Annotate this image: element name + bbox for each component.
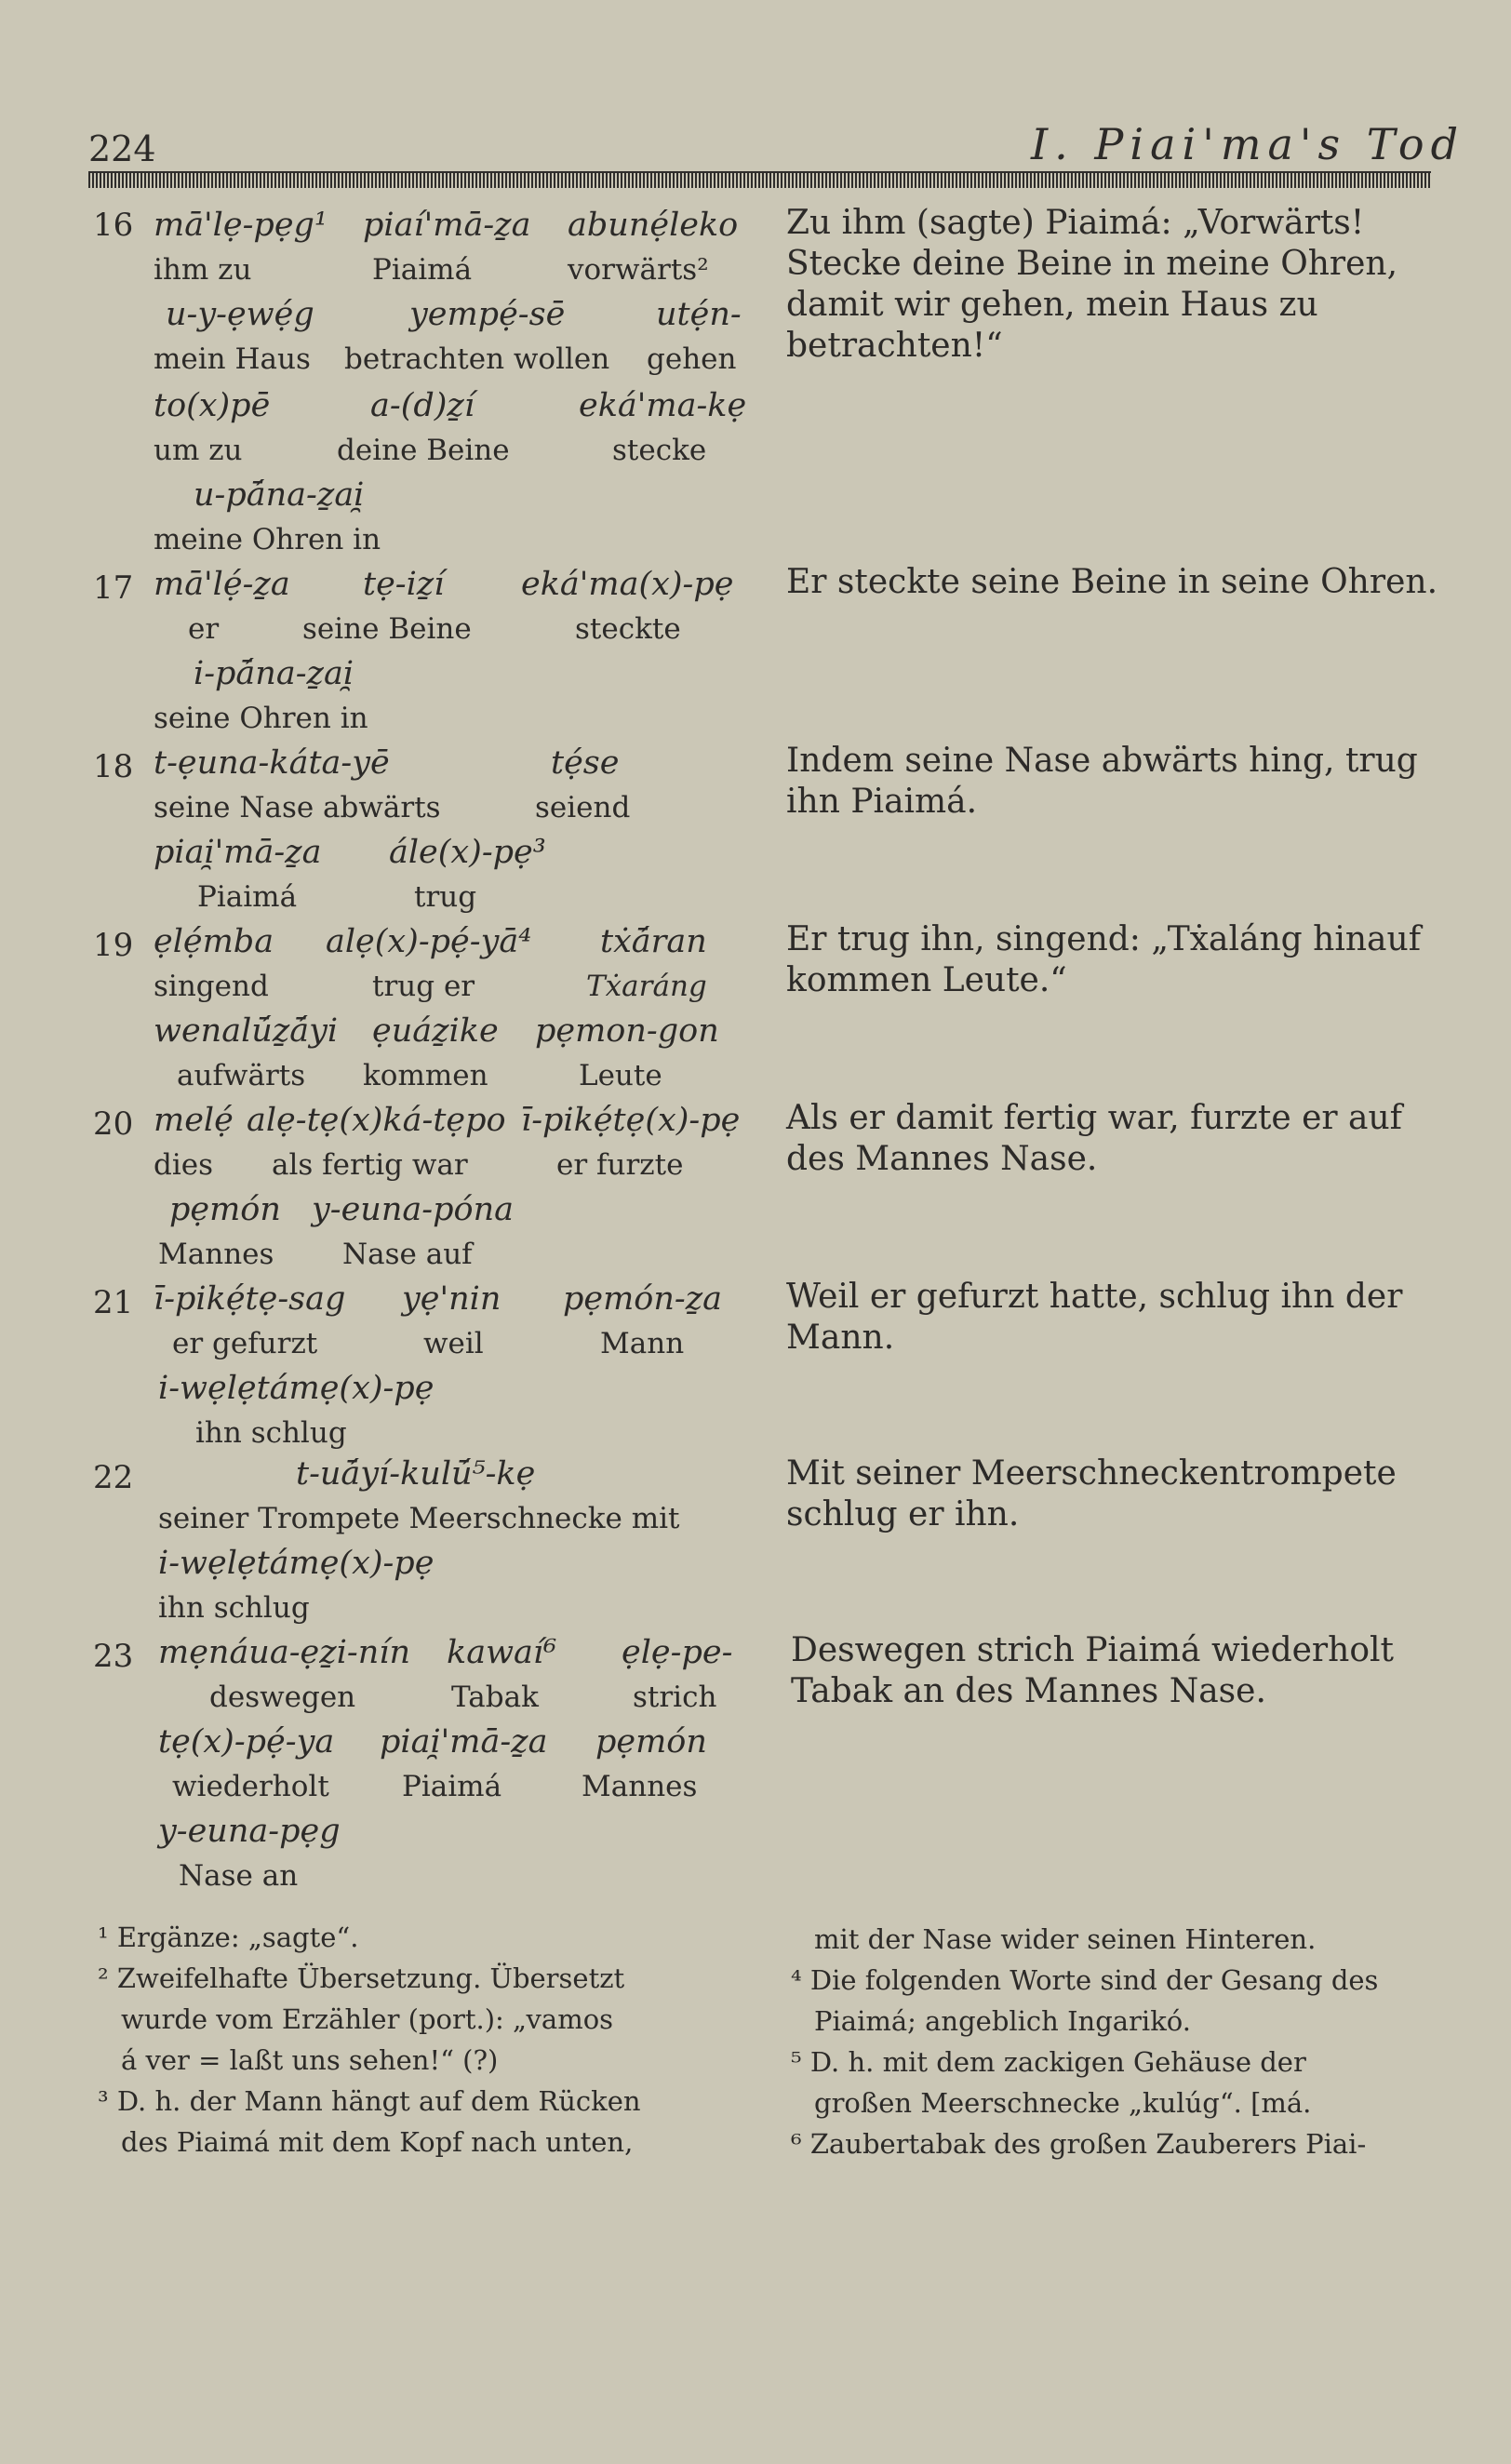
gloss-word: aufwärts [177,1059,306,1092]
line-number: 16 [93,207,134,244]
gloss-word: strich [633,1681,717,1714]
gloss-word: mein Haus [154,342,311,376]
gloss-word: um zu [154,434,243,467]
gloss-word: deswegen [209,1681,356,1714]
native-word: t-uā́yí-kulū́⁵-kẹ [296,1455,536,1493]
gloss-word: trug [414,880,477,914]
native-word: tẹ-iẕí [363,566,445,603]
gloss-word: Leute [579,1059,662,1092]
native-word: mẹnáua-ẹẕi-nín [158,1634,410,1671]
footnote: ¹ Ergänze: „sagte“. [98,1922,359,1953]
footnote: ⁵ D. h. mit dem zackigen Gehäuse der [791,2046,1306,2078]
native-word: alẹ-tẹ(x)ká-tẹpo [247,1102,506,1139]
translation: Indem seine Nase abwärts hing, trug ihn Piaimá. [786,742,1418,821]
footnote: á ver = laßt uns sehen!“ (?) [121,2044,499,2076]
gloss-word: wiederholt [172,1770,329,1803]
gloss-word: Mannes [582,1770,698,1803]
translation: Weil er gefurzt hatte, schlug ihn der Mann. [786,1278,1403,1357]
footnote: ⁶ Zaubertabak des großen Zauberers Piai- [791,2128,1367,2160]
gloss-word: er gefurzt [172,1327,318,1360]
native-word: alẹ(x)-pẹ́-yā⁴ [326,923,532,960]
gloss-word: Tabak [451,1681,539,1714]
native-word: mā'lẹ́-ẕa [154,566,290,603]
line-number: 21 [93,1284,134,1321]
gloss-word: Piaimá [372,253,473,287]
gloss-word: Piaimá [402,1770,502,1803]
gloss-word: stecke [612,434,707,467]
gloss-word: betrachten wollen [344,342,610,376]
native-word: eká'ma-kẹ [579,387,747,424]
header-rule [88,173,1431,188]
gloss-word: gehen [647,342,737,376]
gloss-word: ihn schlug [195,1416,347,1450]
gloss-word: seiner Trompete Meerschnecke mit [158,1502,680,1535]
gloss-word: Nase an [179,1859,299,1893]
footnote: ³ D. h. der Mann hängt auf dem Rücken [98,2085,641,2117]
native-word: u-pā́na-ẕai̯ [194,476,365,514]
page-number: 224 [88,128,156,169]
native-word: pẹmón [595,1723,707,1761]
native-word: ī-pikẹ́tẹ-sag [154,1280,346,1318]
gloss-word: Mann [600,1327,685,1360]
native-word: yẹ'nin [402,1280,501,1318]
native-word: mā'lẹ-pẹg¹ [154,207,328,244]
native-word: utẹ́n- [656,296,742,333]
gloss-word: als fertig war [272,1148,468,1182]
translation: Zu ihm (sagte) Piaimá: „Vorwärts! Stecke deine Beine in meine Ohren, damit wir gehen, mein Haus zu betrachten!“ [786,204,1398,365]
native-word: i-pā́na-ẕai̯ [194,655,354,692]
line-number: 19 [93,927,134,964]
native-word: wenalū́ẕā́yi [154,1012,339,1050]
native-word: tẹ(x)-pẹ́-ya [158,1723,335,1761]
gloss-word: meine Ohren in [154,523,381,556]
native-word: melẹ́ [154,1102,234,1139]
line-number: 18 [93,748,134,785]
native-word: ẹlẹ́mba [154,923,274,960]
gloss-word: Piaimá [197,880,298,914]
native-word: pẹmón-ẕa [563,1280,723,1318]
footnote: Piaimá; angeblich Ingarikó. [814,2005,1191,2037]
native-word: eká'ma(x)-pẹ [521,566,734,603]
gloss-word: deine Beine [337,434,510,467]
native-word: piai̯'mā-ẕa [154,834,322,871]
native-word: y-euna-póna [312,1191,514,1228]
footnote: mit der Nase wider seinen Hinteren. [814,1923,1317,1955]
gloss-word: ihm zu [154,253,252,287]
gloss-word: seiend [535,791,631,824]
gloss-word: vorwärts² [568,253,709,287]
line-number: 20 [93,1105,134,1143]
native-word: pẹmón [169,1191,281,1228]
footnote: wurde vom Erzähler (port.): „vamos [121,2003,614,2035]
footnote: des Piaimá mit dem Kopf nach unten, [121,2126,634,2158]
gloss-word: steckte [575,612,681,646]
native-word: yempẹ́-sē [409,296,566,333]
gloss-word: kommen [363,1059,488,1092]
native-word: abunẹ́leko [568,207,739,244]
native-word: kawaí⁶ [447,1634,557,1671]
gloss-word: ihn schlug [158,1591,310,1625]
gloss-word: trug er [372,970,475,1003]
gloss-word: singend [154,970,269,1003]
gloss-word: dies [154,1148,214,1182]
native-word: pẹmon-gon [535,1012,719,1050]
page-title: I. Piai'ma's Tod [1031,119,1465,169]
gloss-word: weil [423,1327,484,1360]
native-word: i-wẹlẹtámẹ(x)-pẹ [158,1545,435,1582]
line-number: 17 [93,569,134,607]
native-word: tẹ́se [551,744,620,782]
native-word: t-ẹuna-káta-yē [154,744,390,782]
native-word: ẹuáẕike [372,1012,499,1050]
native-word: piaí'mā-ẕa [363,207,531,244]
gloss-word: Nase auf [342,1238,473,1271]
gloss-word: er furzte [556,1148,684,1182]
native-word: tẋā́ran [600,923,707,960]
footnote: großen Meerschnecke „kulúg“. [má. [814,2087,1312,2119]
line-number: 23 [93,1638,134,1675]
native-word: piai̯'mā-ẕa [380,1723,548,1761]
translation: Mit seiner Meerschneckentrompete schlug er ihn. [786,1454,1397,1533]
footnote: ² Zweifelhafte Übersetzung. Übersetzt [98,1962,625,1994]
gloss-word: er [188,612,220,646]
native-word: ẹlẹ-pe- [622,1634,733,1671]
line-number: 22 [93,1459,134,1496]
native-word: u-y-ẹwẹ́g [166,296,314,333]
gloss-word: Tẋaráng [586,970,707,1003]
translation: Als er damit fertig war, furzte er auf des Mannes Nase. [786,1099,1403,1178]
native-word: y-euna-pẹg [158,1813,341,1850]
footnote: ⁴ Die folgenden Worte sind der Gesang des [791,1964,1379,1996]
native-word: to(x)pē [154,387,271,424]
translation: Er trug ihn, singend: „Tẋaláng hinauf kommen Leute.“ [786,920,1422,999]
native-word: a-(d)ẕí [370,387,475,424]
translation: Deswegen strich Piaimá wiederholt Tabak an des Mannes Nase. [791,1631,1394,1710]
gloss-word: seine Beine [302,612,472,646]
native-word: i-wẹlẹtámẹ(x)-pẹ [158,1370,435,1407]
translation: Er steckte seine Beine in seine Ohren. [786,563,1438,601]
native-word: ále(x)-pẹ³ [389,834,546,871]
gloss-word: seine Nase abwärts [154,791,441,824]
native-word: ī-pikẹ́tẹ(x)-pẹ [521,1102,741,1139]
gloss-word: seine Ohren in [154,702,368,735]
gloss-word: Mannes [158,1238,274,1271]
